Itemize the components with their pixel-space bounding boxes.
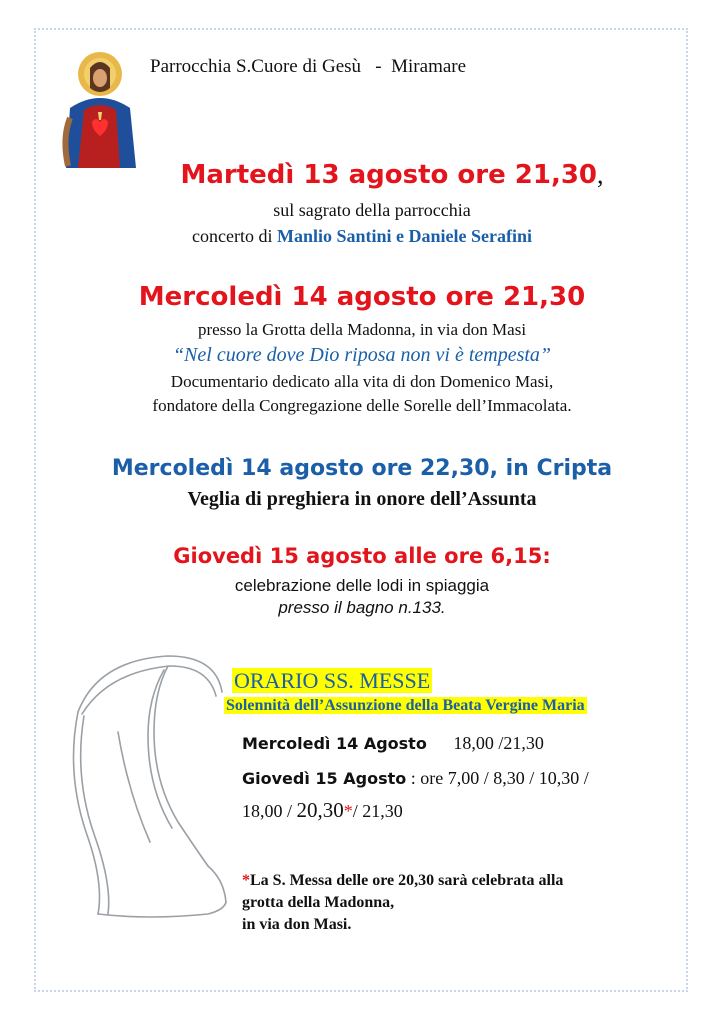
event4-title: Giovedì 15 agosto alle ore 6,15: — [173, 544, 551, 568]
note-line3: in via don Masi. — [242, 916, 352, 933]
event2-line4: fondatore della Congregazione delle Sorelle dell’Immacolata. — [152, 396, 572, 415]
event2-title: Mercoledì 14 agosto ore 21,30 — [138, 282, 586, 312]
note-asterisk: * — [242, 872, 250, 889]
mass-thursday-asterisk: * — [343, 801, 353, 821]
event1-title-suffix: , — [597, 160, 604, 189]
mass-thursday-row2 — [242, 798, 403, 823]
mass-thursday-row — [242, 768, 589, 789]
mass-thursday-highlight-time: 20,30 — [296, 798, 344, 822]
event1-line2-prefix: concerto di — [192, 226, 277, 246]
event1-title: Martedì 13 agosto ore 21,30 — [180, 160, 598, 190]
event1-line2 — [0, 226, 724, 247]
parish-title: Parrocchia S.Cuore di Gesù - Miramare — [150, 56, 467, 77]
event2-line3: Documentario dedicato alla vita di don Domenico Masi, — [170, 372, 554, 391]
event2-line1: presso la Grotta della Madonna, in via don Masi — [197, 320, 527, 339]
mass-wednesday-row — [242, 733, 544, 754]
event3-title: Mercoledì 14 agosto ore 22,30, in Cripta — [111, 456, 613, 481]
mass-wednesday-times: 18,00 /21,30 — [453, 733, 544, 753]
mass-wednesday-day: Mercoledì 14 Agosto — [242, 734, 427, 753]
masses-heading-row — [232, 668, 432, 694]
event4-title-row — [0, 544, 724, 568]
masses-subheading: Solennità dell’Assunzione della Beata Vergine Maria — [226, 697, 585, 714]
event1-performers: Manlio Santini e Daniele Serafini — [276, 226, 532, 246]
masses-subheading-row — [224, 697, 587, 715]
event4-line2: presso il bagno n.133. — [278, 598, 446, 617]
note-line1 — [242, 872, 563, 890]
madonna-outline-drawing — [58, 652, 228, 922]
event2-title-row — [0, 282, 724, 312]
event3-title-row — [0, 456, 724, 481]
mass-thursday-times-2c: / 21,30 — [352, 801, 403, 821]
event4-line1: celebrazione delle lodi in spiaggia — [234, 576, 490, 595]
masses-heading: ORARIO SS. MESSE — [234, 668, 431, 693]
event1-title-row — [0, 160, 724, 190]
sacred-heart-icon — [56, 48, 140, 168]
event3-subtitle: Veglia di preghiera in onore dell’Assunta — [187, 488, 537, 510]
event1-line1: sul sagrato della parrocchia — [273, 200, 471, 220]
mass-thursday-times-1: : ore 7,00 / 8,30 / 10,30 / — [406, 768, 589, 788]
note-line2: grotta della Madonna, — [242, 894, 395, 911]
event2-quote: “Nel cuore dove Dio riposa non vi è tempesta” — [172, 344, 552, 366]
mass-thursday-times-2a: 18,00 / — [242, 801, 297, 821]
note-text-1: La S. Messa delle ore 20,30 sarà celebrata alla — [250, 872, 564, 889]
mass-thursday-day: Giovedì 15 Agosto — [242, 769, 407, 788]
